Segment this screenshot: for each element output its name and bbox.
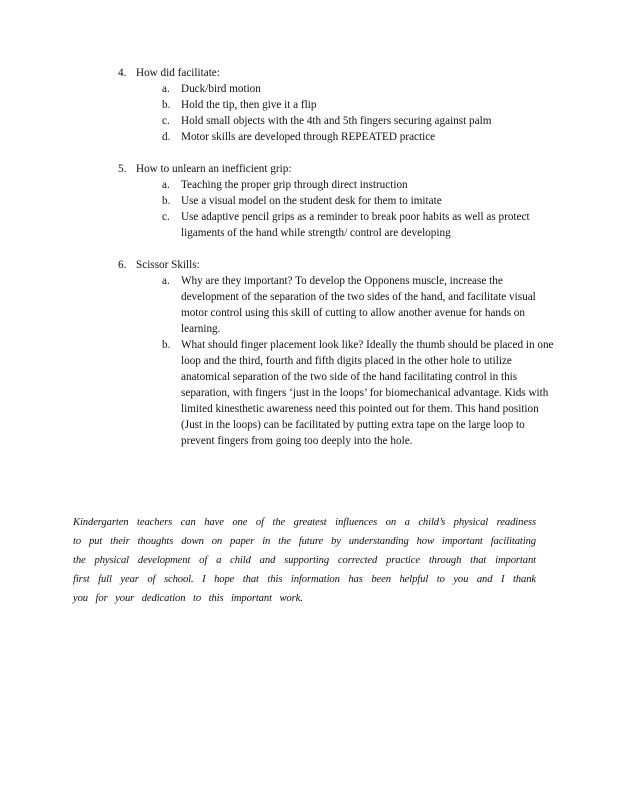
section-title: Scissor Skills: — [136, 259, 200, 271]
item-text: Use a visual model on the student desk for them to imitate — [181, 195, 442, 207]
item-marker: b. — [162, 339, 171, 351]
item-marker: d. — [162, 131, 171, 143]
list-item — [162, 209, 558, 241]
item-text: What should finger placement look like? Ideally the thumb should be placed in one loop and the third, fourth and fifth digits placed in the other hole to utilize anatomical separation of the two side of the hand facilitating control in this separation, with fingers ‘just in the loops’ for biomechanical advantage. Kids with limited kinesthetic awareness need this pointed out for them. This hand position (Just in the loops) can be facilitated by putting extra tape on the large loop to prevent fingers from going too deeply into the hole. — [181, 339, 554, 447]
item-text: Duck/bird motion — [181, 83, 261, 95]
list-item — [162, 273, 558, 337]
list-item — [162, 113, 558, 129]
sub-list — [136, 273, 558, 449]
list-item — [162, 337, 558, 449]
sub-list — [136, 177, 558, 241]
section-number: 4. — [118, 67, 127, 79]
numbered-content — [118, 65, 558, 465]
item-marker: b. — [162, 195, 171, 207]
item-marker: c. — [162, 115, 170, 127]
list-item — [162, 177, 558, 193]
section-scissor-skills — [118, 257, 558, 449]
item-text: Why are they important? To develop the Opponens muscle, increase the development of the separation of the two sides of the hand, and facilitate visual motor control using this skill of cutting to allow another avenue for hands on learning. — [181, 275, 536, 335]
item-marker: b. — [162, 99, 171, 111]
section-number: 5. — [118, 163, 127, 175]
section-title: How did facilitate: — [136, 67, 220, 79]
item-text: Hold the tip, then give it a flip — [181, 99, 317, 111]
item-marker: c. — [162, 211, 170, 223]
item-marker: a. — [162, 275, 170, 287]
item-marker: a. — [162, 179, 170, 191]
closing-note: Kindergarten teachers can have one of the greatest influences on a child’s physical readiness to put their thoughts down on paper in the future by understanding how important facilitating the physical development of a child and supporting corrected practice through that important first full year of school. I hope that this information has been helpful to you and I thank you for your dedication to this important work. — [73, 516, 536, 604]
section-number: 6. — [118, 259, 127, 271]
list-item — [162, 81, 558, 97]
item-text: Motor skills are developed through REPEATED practice — [181, 131, 436, 143]
list-item — [162, 97, 558, 113]
numbered-list — [118, 65, 558, 449]
list-item — [162, 129, 558, 145]
item-text: Teaching the proper grip through direct instruction — [181, 179, 408, 191]
list-item — [162, 193, 558, 209]
item-marker: a. — [162, 83, 170, 95]
item-text: Hold small objects with the 4th and 5th fingers securing against palm — [181, 115, 492, 127]
section-unlearn-grip — [118, 161, 558, 241]
sub-list — [136, 81, 558, 145]
item-text: Use adaptive pencil grips as a reminder to break poor habits as well as protect ligaments of the hand while strength/ control are developing — [181, 211, 530, 239]
section-title: How to unlearn an inefficient grip: — [136, 163, 292, 175]
section-facilitate — [118, 65, 558, 145]
